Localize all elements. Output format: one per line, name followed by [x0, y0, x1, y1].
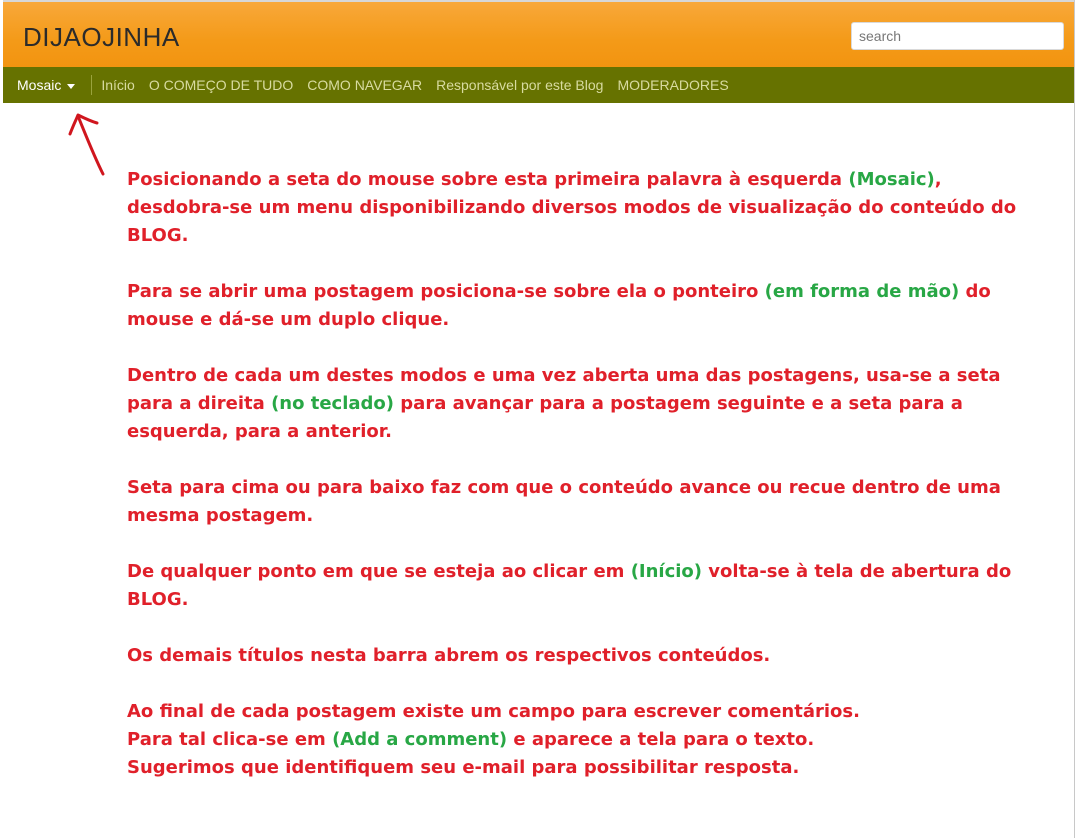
instruction-paragraph: Os demais títulos nesta barra abrem os respectivos conteúdos.	[127, 645, 771, 666]
instruction-paragraph: Para se abrir uma postagem posiciona-se sobre ela o ponteiro (em forma de mão) do mouse e dá-se um duplo clique.	[127, 281, 991, 330]
navigation-bar	[3, 67, 1074, 103]
instructions-text	[127, 166, 1027, 782]
nav-link-inicio[interactable]: Início	[101, 77, 135, 93]
nav-link-moderadores[interactable]: MODERADORES	[617, 77, 729, 93]
instruction-paragraph: Dentro de cada um destes modos e uma vez aberta uma das postagens, usa-se a seta para a direita (no teclado) para avançar para a postagem seguinte e a seta para a esquerda, para a anterior.	[127, 365, 1001, 442]
hand-drawn-arrow-icon	[66, 108, 116, 178]
instruction-paragraph: Ao final de cada postagem existe um campo para escrever comentários. Para tal clica-se em (Add a comment) e aparece a tela para o texto. Sugerimos que identifiquem seu e-mail para possibilitar resposta.	[127, 701, 860, 778]
nav-link-como-navegar[interactable]: COMO NAVEGAR	[307, 77, 423, 93]
nav-link-o-comeco-de-tudo[interactable]: O COMEÇO DE TUDO	[148, 77, 294, 93]
view-selector-label: Mosaic	[17, 77, 62, 93]
caret-down-icon	[67, 84, 75, 89]
nav-divider	[91, 75, 92, 95]
nav-link-responsavel[interactable]: Responsável por este Blog	[436, 77, 604, 93]
instruction-paragraph: De qualquer ponto em que se esteja ao clicar em (Início) volta-se à tela de abertura do BLOG.	[127, 561, 1012, 610]
blog-header	[3, 0, 1074, 67]
site-title[interactable]: DIJAOJINHA	[23, 22, 180, 52]
search-input[interactable]	[851, 22, 1064, 50]
instruction-paragraph: Posicionando a seta do mouse sobre esta primeira palavra à esquerda (Mosaic), desdobra-se um menu disponibilizando diversos modos de visualização do conteúdo do BLOG.	[127, 169, 1017, 246]
view-selector-dropdown[interactable]	[17, 77, 75, 93]
instruction-paragraph: Seta para cima ou para baixo faz com que o conteúdo avance ou recue dentro de uma mesma postagem.	[127, 477, 1001, 526]
